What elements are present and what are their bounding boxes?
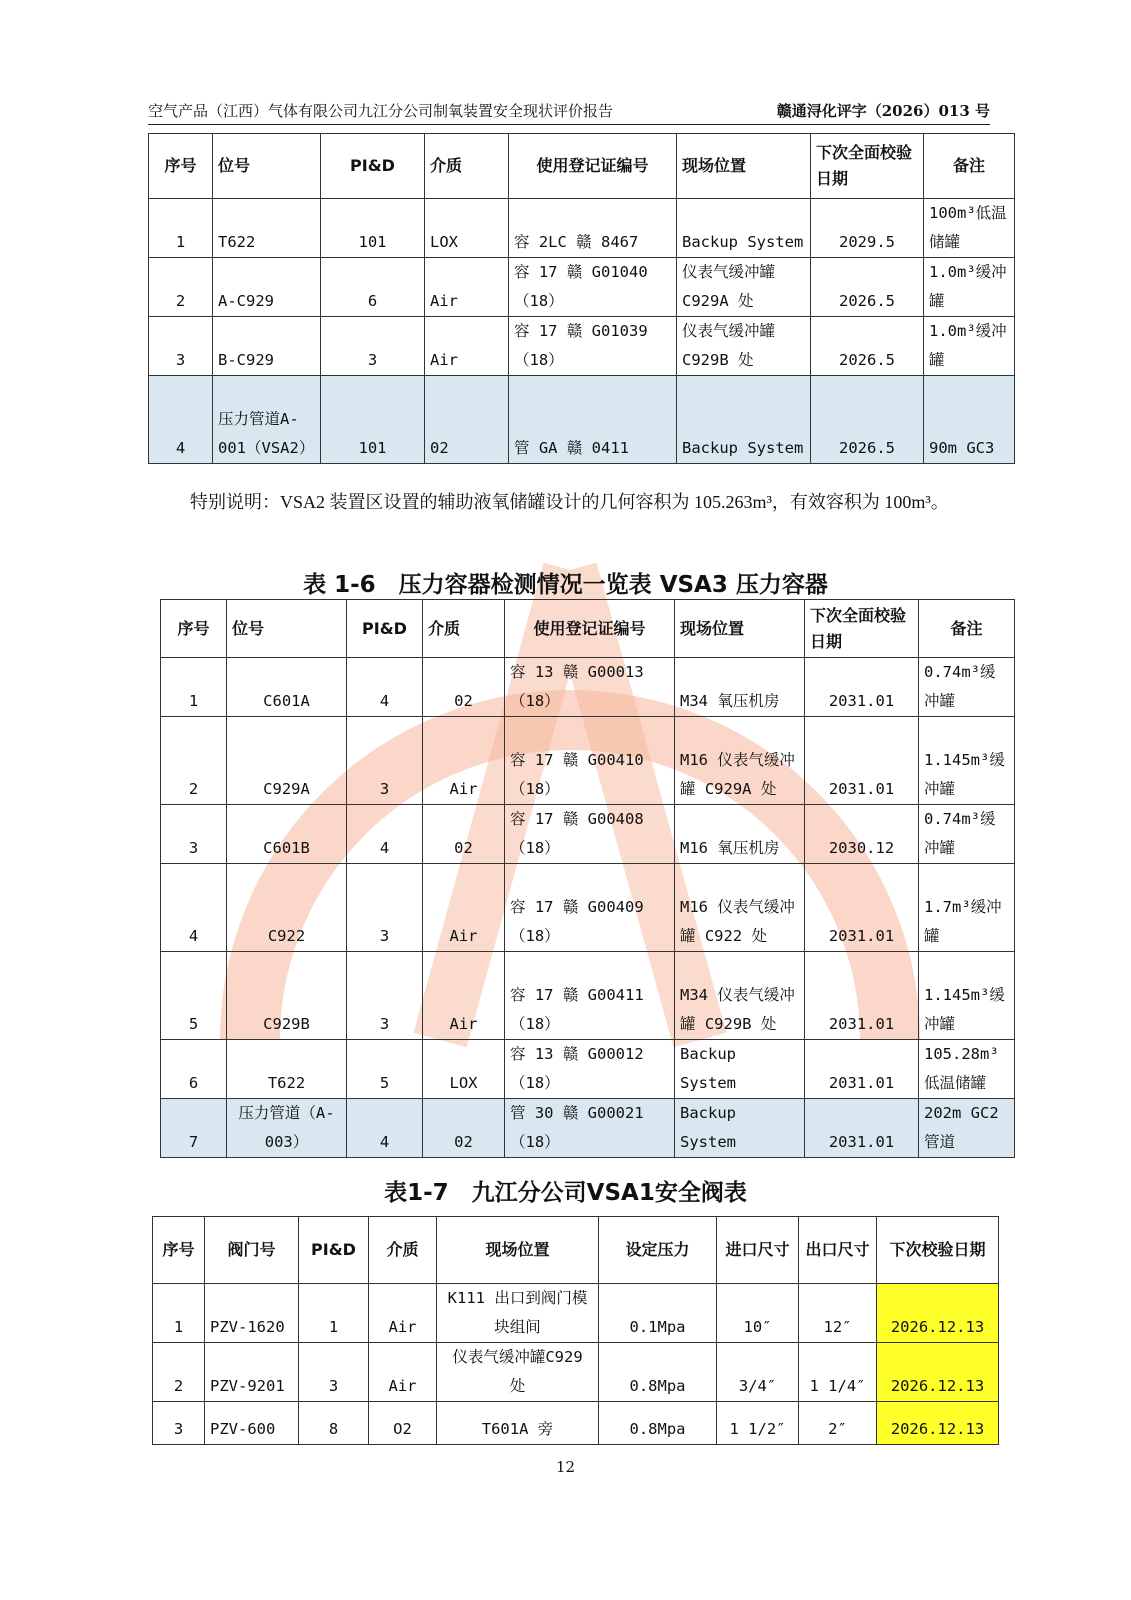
table-caption-1-6: 表 1-6 压力容器检测情况一览表 VSA3 压力容器: [303, 572, 828, 598]
cell: M16 仪表气缓冲罐 C922 处: [675, 864, 805, 952]
cell: 容 2LC 赣 8467: [509, 199, 677, 258]
header-cell: 下次校验日期: [877, 1217, 999, 1284]
cell: Backup System: [675, 1040, 805, 1099]
cell: Backup System: [675, 1099, 805, 1158]
header-cell: 出口尺寸: [799, 1217, 877, 1284]
table-row: [153, 1402, 999, 1445]
table-header-row: [149, 134, 1015, 199]
cell: PZV-9201: [205, 1343, 299, 1402]
cell: 4: [347, 1099, 423, 1158]
header-cell: 设定压力: [599, 1217, 717, 1284]
cell: PZV-600: [205, 1402, 299, 1445]
cell: M16 氧压机房: [675, 805, 805, 864]
header-cell: PI&D: [347, 600, 423, 658]
cell: 容 13 赣 G00013（18）: [505, 658, 675, 717]
cell: M16 仪表气缓冲罐 C929A 处: [675, 717, 805, 805]
cell: 0.8Mpa: [599, 1343, 717, 1402]
cell: 90m GC3: [924, 376, 1015, 464]
cell: T622: [227, 1040, 347, 1099]
header-cell: 序号: [149, 134, 213, 199]
cell: 0.74m³缓冲罐: [919, 658, 1015, 717]
header-cell: 介质: [369, 1217, 437, 1284]
cell: 100m³低温储罐: [924, 199, 1015, 258]
header-cell: 使用登记证编号: [509, 134, 677, 199]
table-row-highlighted: [149, 376, 1015, 464]
next-inspection-date-cell: 2026.12.13: [877, 1343, 999, 1402]
cell: 4: [347, 658, 423, 717]
cell: Backup System: [677, 376, 811, 464]
page-number: 12: [555, 1458, 576, 1476]
cell: 3: [347, 952, 423, 1040]
header-cell: 位号: [227, 600, 347, 658]
cell: 2026.5: [811, 376, 924, 464]
safety-valve-table-vsa1: [152, 1216, 999, 1445]
cell: 6: [321, 258, 425, 317]
table-row: [153, 1343, 999, 1402]
table-row: [149, 317, 1015, 376]
header-cell: 现场位置: [677, 134, 811, 199]
cell: 0.8Mpa: [599, 1402, 717, 1445]
cell: K111 出口到阀门模块组间: [437, 1284, 599, 1343]
cell: 2: [161, 717, 227, 805]
cell: B-C929: [213, 317, 321, 376]
table-row: [153, 1284, 999, 1343]
cell: 2: [149, 258, 213, 317]
header-cell: 阀门号: [205, 1217, 299, 1284]
cell: 4: [161, 864, 227, 952]
cell: 3/4″: [717, 1343, 799, 1402]
cell: 0.74m³缓冲罐: [919, 805, 1015, 864]
cell: 202m GC2管道: [919, 1099, 1015, 1158]
cell: 1.7m³缓冲罐: [919, 864, 1015, 952]
cell: 仪表气缓冲罐C929 处: [437, 1343, 599, 1402]
cell: 1.0m³缓冲罐: [924, 317, 1015, 376]
cell: O2: [369, 1402, 437, 1445]
cell: 容 17 赣 G00409（18）: [505, 864, 675, 952]
cell: 容 17 赣 G01039（18）: [509, 317, 677, 376]
cell: 管 30 赣 G00021（18）: [505, 1099, 675, 1158]
cell: 5: [347, 1040, 423, 1099]
header-cell: 位号: [213, 134, 321, 199]
cell: 02: [423, 1099, 505, 1158]
header-cell: 序号: [153, 1217, 205, 1284]
cell: 105.28m³低温储罐: [919, 1040, 1015, 1099]
cell: 2031.01: [805, 658, 919, 717]
cell: 1: [149, 199, 213, 258]
cell: 1.145m³缓冲罐: [919, 952, 1015, 1040]
cell: C929B: [227, 952, 347, 1040]
header-cell: 下次全面校验日期: [805, 600, 919, 658]
cell: 3: [347, 717, 423, 805]
table-row: [161, 658, 1015, 717]
cell: 1 1/2″: [717, 1402, 799, 1445]
cell: 2″: [799, 1402, 877, 1445]
cell: 8: [299, 1402, 369, 1445]
cell: 压力管道A-001（VSA2）: [213, 376, 321, 464]
cell: 4: [347, 805, 423, 864]
cell: 2031.01: [805, 1099, 919, 1158]
cell: 2026.5: [811, 317, 924, 376]
cell: 3: [299, 1343, 369, 1402]
cell: 容 17 赣 G01040（18）: [509, 258, 677, 317]
header-cell: 序号: [161, 600, 227, 658]
table-header-row: [161, 600, 1015, 658]
table-row: [149, 199, 1015, 258]
header-cell: PI&D: [299, 1217, 369, 1284]
cell: PZV-1620: [205, 1284, 299, 1343]
header-cell: 介质: [425, 134, 509, 199]
cell: 2030.12: [805, 805, 919, 864]
cell: Backup System: [677, 199, 811, 258]
cell: Air: [425, 258, 509, 317]
table-row: [161, 952, 1015, 1040]
cell: 3: [153, 1402, 205, 1445]
cell: T622: [213, 199, 321, 258]
cell: 1.145m³缓冲罐: [919, 717, 1015, 805]
pressure-vessel-table-vsa2: [148, 133, 1015, 464]
cell: 5: [161, 952, 227, 1040]
cell: Air: [423, 864, 505, 952]
cell: 02: [423, 658, 505, 717]
header-cell: PI&D: [321, 134, 425, 199]
header-report-number: 赣通浔化评字（2026）013 号: [776, 102, 990, 120]
table-row-highlighted: [161, 1099, 1015, 1158]
header-title: 空气产品（江西）气体有限公司九江分公司制氧装置安全现状评价报告: [148, 102, 614, 120]
cell: 1.0m³缓冲罐: [924, 258, 1015, 317]
cell: Air: [423, 717, 505, 805]
table-row: [161, 864, 1015, 952]
table-header-row: [153, 1217, 999, 1284]
cell: 101: [321, 376, 425, 464]
cell: 2029.5: [811, 199, 924, 258]
cell: 1: [153, 1284, 205, 1343]
cell: 2031.01: [805, 864, 919, 952]
cell: 仪表气缓冲罐C929A 处: [677, 258, 811, 317]
cell: 12″: [799, 1284, 877, 1343]
cell: 仪表气缓冲罐C929B 处: [677, 317, 811, 376]
cell: C601B: [227, 805, 347, 864]
cell: A-C929: [213, 258, 321, 317]
header-cell: 现场位置: [675, 600, 805, 658]
cell: 2031.01: [805, 1040, 919, 1099]
cell: 4: [149, 376, 213, 464]
cell: 3: [149, 317, 213, 376]
next-inspection-date-cell: 2026.12.13: [877, 1402, 999, 1445]
cell: 02: [423, 805, 505, 864]
cell: Air: [369, 1284, 437, 1343]
header-cell: 进口尺寸: [717, 1217, 799, 1284]
cell: T601A 旁: [437, 1402, 599, 1445]
header-cell: 使用登记证编号: [505, 600, 675, 658]
cell: 101: [321, 199, 425, 258]
cell: 容 17 赣 G00411（18）: [505, 952, 675, 1040]
cell: 3: [161, 805, 227, 864]
cell: 3: [347, 864, 423, 952]
table-row: [149, 258, 1015, 317]
next-inspection-date-cell: 2026.12.13: [877, 1284, 999, 1343]
cell: M34 氧压机房: [675, 658, 805, 717]
cell: 3: [321, 317, 425, 376]
header-cell: 现场位置: [437, 1217, 599, 1284]
table-row: [161, 717, 1015, 805]
cell: LOX: [425, 199, 509, 258]
table-row: [161, 1040, 1015, 1099]
cell: 管 GA 赣 0411: [509, 376, 677, 464]
table-caption-1-7: 表1-7 九江分公司VSA1安全阀表: [384, 1180, 747, 1206]
cell: 1: [299, 1284, 369, 1343]
cell: 7: [161, 1099, 227, 1158]
cell: 压力管道（A-003）: [227, 1099, 347, 1158]
page-header: [148, 96, 990, 125]
cell: 2031.01: [805, 717, 919, 805]
cell: 容 17 赣 G00408（18）: [505, 805, 675, 864]
cell: 2031.01: [805, 952, 919, 1040]
cell: 10″: [717, 1284, 799, 1343]
header-cell: 介质: [423, 600, 505, 658]
cell: 1: [161, 658, 227, 717]
pressure-vessel-table-vsa3: [160, 599, 1015, 1158]
cell: 2: [153, 1343, 205, 1402]
cell: 0.1Mpa: [599, 1284, 717, 1343]
cell: 1 1/4″: [799, 1343, 877, 1402]
cell: Air: [423, 952, 505, 1040]
cell: Air: [369, 1343, 437, 1402]
cell: M34 仪表气缓冲罐 C929B 处: [675, 952, 805, 1040]
cell: C922: [227, 864, 347, 952]
cell: 容 17 赣 G00410（18）: [505, 717, 675, 805]
cell: 2026.5: [811, 258, 924, 317]
table-row: [161, 805, 1015, 864]
cell: C601A: [227, 658, 347, 717]
cell: 6: [161, 1040, 227, 1099]
cell: C929A: [227, 717, 347, 805]
header-cell: 下次全面校验日期: [811, 134, 924, 199]
cell: Air: [425, 317, 509, 376]
header-cell: 备注: [919, 600, 1015, 658]
cell: 02: [425, 376, 509, 464]
note-text: 特别说明：VSA2 装置区设置的辅助液氧储罐设计的几何容积为 105.263m³，有效容积为 100m³。: [190, 492, 949, 512]
special-note: [148, 480, 1006, 524]
cell: 容 13 赣 G00012（18）: [505, 1040, 675, 1099]
header-cell: 备注: [924, 134, 1015, 199]
cell: LOX: [423, 1040, 505, 1099]
